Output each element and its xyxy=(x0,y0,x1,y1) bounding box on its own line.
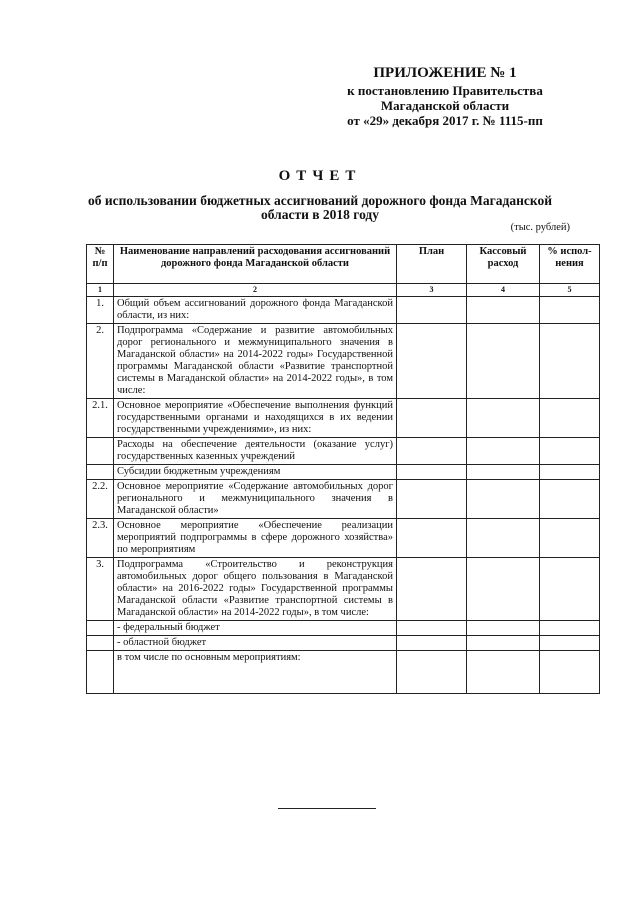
percent-cell xyxy=(540,438,600,465)
row-name: Общий объем ассигнований дорожного фонда Магаданской области, из них: xyxy=(114,297,397,324)
percent-cell xyxy=(540,636,600,651)
row-number xyxy=(87,651,114,694)
percent-cell xyxy=(540,324,600,399)
table-row xyxy=(87,480,600,519)
row-name: Расходы на обеспечение деятельности (оказание услуг) государственных казенных учреждений xyxy=(114,438,397,465)
row-name: - федеральный бюджет xyxy=(114,621,397,636)
plan-cell xyxy=(397,297,467,324)
plan-cell xyxy=(397,636,467,651)
header-percent: % испол-нения xyxy=(540,245,600,284)
row-name: в том числе по основным мероприятиям: xyxy=(114,651,397,694)
cash-cell xyxy=(467,558,540,621)
percent-cell xyxy=(540,399,600,438)
row-number: 2.1. xyxy=(87,399,114,438)
row-name: Субсидии бюджетным учреждениям xyxy=(114,465,397,480)
cash-cell xyxy=(467,480,540,519)
report-table xyxy=(86,244,600,694)
table-row xyxy=(87,621,600,636)
column-number-row xyxy=(87,284,600,297)
header-number: № п/п xyxy=(87,245,114,284)
cash-cell xyxy=(467,636,540,651)
cash-cell xyxy=(467,324,540,399)
table-row xyxy=(87,297,600,324)
report-title: ОТЧЕТ xyxy=(278,168,362,184)
row-number: 2.3. xyxy=(87,519,114,558)
column-number: 5 xyxy=(540,284,600,297)
plan-cell xyxy=(397,651,467,694)
row-number: 2.2. xyxy=(87,480,114,519)
appendix-line-1: к постановлению Правительства xyxy=(347,83,543,98)
percent-cell xyxy=(540,651,600,694)
appendix-line-2: Магаданской области xyxy=(380,98,510,113)
table-row xyxy=(87,519,600,558)
cash-cell xyxy=(467,465,540,480)
cash-cell xyxy=(467,651,540,694)
percent-cell xyxy=(540,465,600,480)
plan-cell xyxy=(397,465,467,480)
header-cash-expense: Кассовый расход xyxy=(467,245,540,284)
plan-cell xyxy=(397,438,467,465)
column-number: 2 xyxy=(114,284,397,297)
column-number: 4 xyxy=(467,284,540,297)
row-name: Основное мероприятие «Содержание автомобильных дорог регионального и межмуниципального значения в Магаданской области» xyxy=(114,480,397,519)
plan-cell xyxy=(397,558,467,621)
row-name: - областной бюджет xyxy=(114,636,397,651)
plan-cell xyxy=(397,519,467,558)
row-number xyxy=(87,636,114,651)
header-row xyxy=(87,245,600,284)
cash-cell xyxy=(467,621,540,636)
report-subtitle: об использовании бюджетных ассигнований дорожного фонда Магаданской области в 2018 году xyxy=(87,193,553,222)
percent-cell xyxy=(540,480,600,519)
row-name: Основное мероприятие «Обеспечение реализации мероприятий подпрограммы в сфере дорожного хозяйства» по мероприятиям xyxy=(114,519,397,558)
table-row xyxy=(87,438,600,465)
appendix-line-3: от «29» декабря 2017 г. № 1115-пп xyxy=(347,113,543,128)
appendix-block xyxy=(300,64,590,128)
plan-cell xyxy=(397,399,467,438)
row-number xyxy=(87,465,114,480)
table-row xyxy=(87,465,600,480)
table-row xyxy=(87,636,600,651)
percent-cell xyxy=(540,519,600,558)
cash-cell xyxy=(467,297,540,324)
cash-cell xyxy=(467,519,540,558)
closing-line xyxy=(278,808,376,809)
row-number: 1. xyxy=(87,297,114,324)
plan-cell xyxy=(397,324,467,399)
header-name: Наименование направлений расходования ассигнований дорожного фонда Магаданской области xyxy=(114,245,397,284)
row-number: 3. xyxy=(87,558,114,621)
cash-cell xyxy=(467,438,540,465)
percent-cell xyxy=(540,297,600,324)
row-number xyxy=(87,621,114,636)
plan-cell xyxy=(397,480,467,519)
row-number xyxy=(87,438,114,465)
plan-cell xyxy=(397,621,467,636)
column-number: 1 xyxy=(87,284,114,297)
column-number: 3 xyxy=(397,284,467,297)
percent-cell xyxy=(540,621,600,636)
row-name: Основное мероприятие «Обеспечение выполнения функций государственными органами и находящихся в их ведении государственными учреждениями», из них: xyxy=(114,399,397,438)
cash-cell xyxy=(467,399,540,438)
row-number: 2. xyxy=(87,324,114,399)
table-row xyxy=(87,558,600,621)
table-row xyxy=(87,399,600,438)
units-note: (тыс. рублей) xyxy=(510,222,570,233)
percent-cell xyxy=(540,558,600,621)
row-name: Подпрограмма «Содержание и развитие автомобильных дорог регионального и межмуниципального значения в Магаданской области» на 2014-2022 годы» Государственной программы Магаданской области «Развитие транспортной системы в Магаданской области» на 2014-2022 годы», в том числе: xyxy=(114,324,397,399)
appendix-title: ПРИЛОЖЕНИЕ № 1 xyxy=(373,65,517,81)
header-plan: План xyxy=(397,245,467,284)
table-row xyxy=(87,651,600,694)
table-row xyxy=(87,324,600,399)
row-name: Подпрограмма «Строительство и реконструкция автомобильных дорог общего пользования в Магаданской области» на 2016-2022 годы» Государственной программы Магаданской области «Развитие транспортной системы в Магаданской области» на 2014-2022 годы», в том числе: xyxy=(114,558,397,621)
